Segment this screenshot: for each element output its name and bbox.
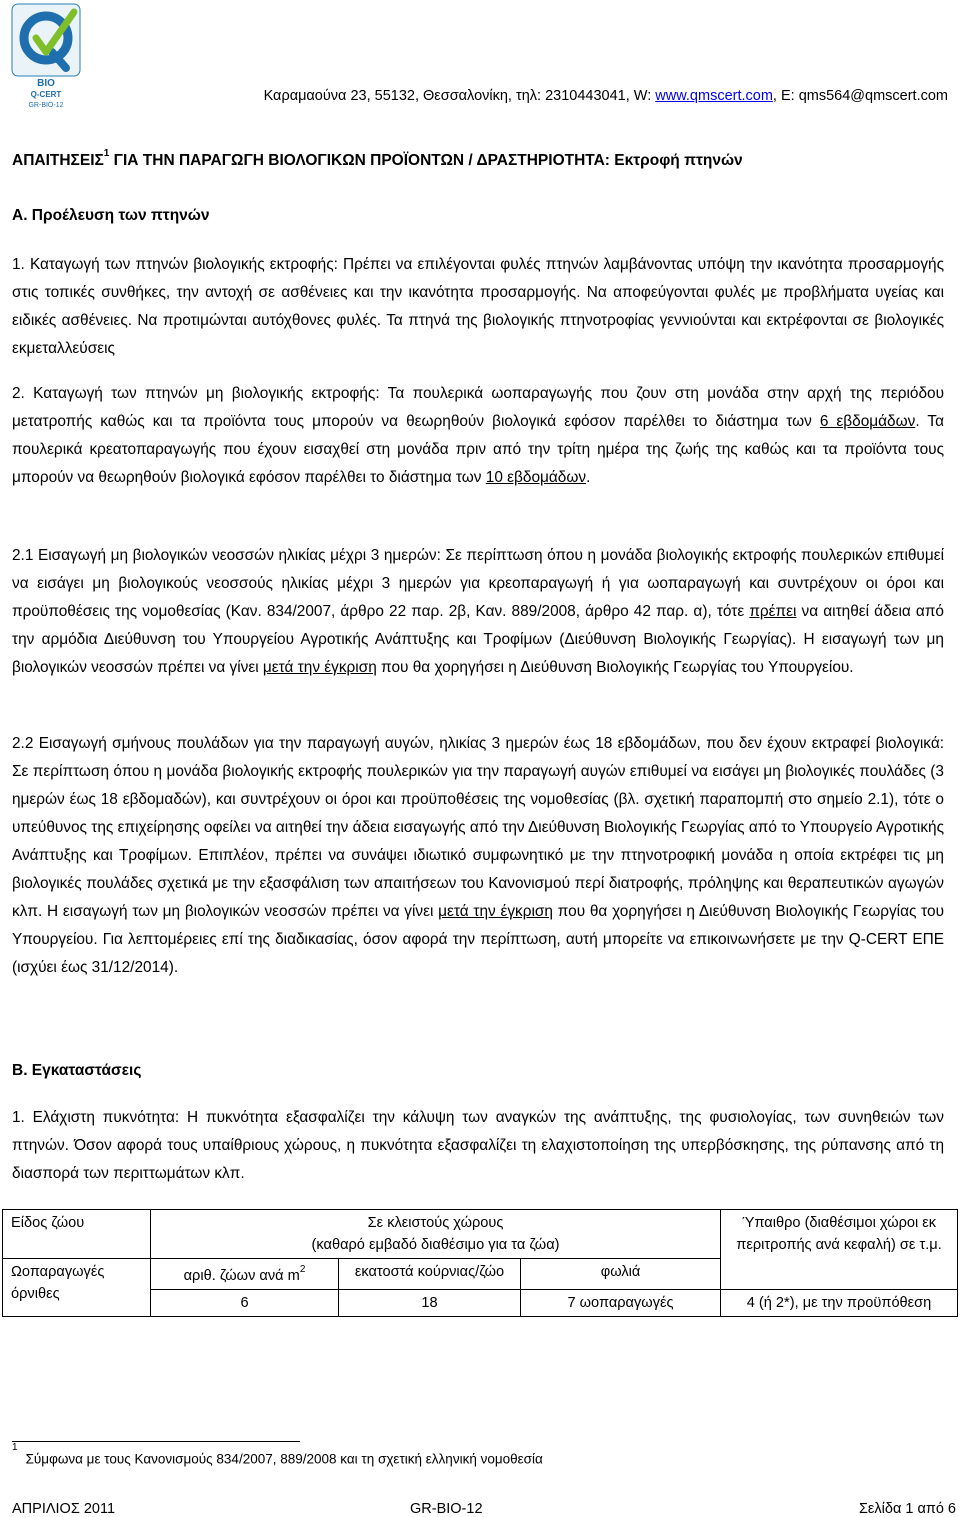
animals-label: αριθ. ζώων ανά m bbox=[183, 1267, 300, 1284]
footer-code: GR-BIO-12 bbox=[410, 1501, 483, 1517]
a21-text-1: 2.1 Εισαγωγή μη βιολογικών νεοσσών ηλικίας μέχρι 3 ημερών: Σε περίπτωση όπου η μονάδα βιολογικής εκτροφής πουλερικών επιθυμεί να εισάγει μη βιολογικούς νεοσσούς ηλικίας μέχρι 3 ημερών για κρεοπαραγωγή ή για ωοπαραγωγή και συντρέχουν οι όροι και προϋποθέσεις της νομοθεσίας (Καν. 834/2007, άρθρο 22 παρ. 2β, Καν. 889/2008, άρθρο 42 παρ. α), τότε bbox=[12, 547, 944, 620]
address-text: Καραμαούνα 23, 55132, Θεσσαλονίκη, τηλ: 2310443041, W: bbox=[263, 88, 656, 104]
density-table bbox=[2, 1209, 958, 1317]
header-address bbox=[264, 88, 948, 104]
footnote-mark: 1 bbox=[12, 1442, 18, 1453]
a21-text-3: που θα χορηγήσει η Διεύθυνση Βιολογικής Γεωργίας του Υπουργείου. bbox=[376, 659, 854, 676]
q-cert-bio-logo bbox=[8, 2, 84, 110]
header-indoor-line1: Σε κλειστούς χώρους bbox=[367, 1215, 504, 1231]
cell-perch-value: 18 bbox=[339, 1289, 521, 1316]
footer-date: ΑΠΡΙΛΙΟΣ 2011 bbox=[12, 1501, 116, 1517]
section-a-heading: Α. Προέλευση των πτηνών bbox=[12, 207, 210, 224]
a2-underline-1: 6 εβδομάδων bbox=[819, 413, 916, 430]
cell-outdoor-value: 4 (ή 2*), με την προϋπόθεση bbox=[721, 1289, 958, 1316]
a2-text-3: . bbox=[586, 469, 591, 486]
footnote-text: Σύμφωνα με τους Κανονισμούς 834/2007, 889/2008 και τη σχετική ελληνική νομοθεσία bbox=[25, 1451, 543, 1467]
a2-underline-2: 10 εβδομάδων bbox=[485, 469, 587, 486]
paragraph-a2 bbox=[12, 380, 944, 492]
title-text-1: ΑΠΑΙΤΗΣΕΙΣ bbox=[12, 152, 104, 170]
website-link[interactable]: www.qmscert.com bbox=[655, 88, 773, 104]
section-b-heading: Β. Εγκαταστάσεις bbox=[12, 1062, 142, 1079]
animals-label-sup: 2 bbox=[299, 1264, 306, 1275]
subheader-animals-per-m2 bbox=[151, 1259, 339, 1290]
a21-underline-2: μετά την έγκριση bbox=[262, 659, 377, 676]
subheader-nest: φωλιά bbox=[521, 1259, 721, 1290]
logo-bio-text: BIO bbox=[37, 78, 55, 89]
email-text: , E: qms564@qmscert.com bbox=[772, 88, 948, 104]
footnote-separator bbox=[12, 1441, 300, 1442]
paragraph-b1: 1. Ελάχιστη πυκνότητα: Η πυκνότητα εξασφαλίζει την κάλυψη των αναγκών της ανάπτυξης, της φυσιολογίας, των συνηθειών των πτηνών. Όσον αφορά τους υπαίθριους χώρους, η πυκνότητα εξασφαλίζει τη ελαχιστοποίηση της υπερβόσκησης, της ρύπανσης από τη διασπορά των περιττωμάτων κλπ. bbox=[12, 1109, 944, 1182]
a21-text-2: να αιτηθεί άδεια από την αρμόδια Διεύθυνση του Υπουργείου Αγροτικής Ανάπτυξης και Τροφίμων (Διεύθυνση Βιολογικής Γεωργίας). Η εισαγωγή των μη βιολογικών νεοσσών πρέπει να γίνει bbox=[12, 603, 944, 676]
paragraph-a2-1 bbox=[12, 542, 944, 682]
subheader-perch: εκατοστά κούρνιας/ζώο bbox=[339, 1259, 521, 1290]
a21-underline-1: πρέπει bbox=[749, 603, 797, 620]
title-text-2: ΓΙΑ ΤΗΝ ΠΑΡΑΓΩΓΗ ΒΙΟΛΟΓΙΚΩΝ ΠΡΟΪΟΝΤΩΝ / ΔΡΑΣΤΗΡΙΟΤΗΤΑ: Εκτροφή πτηνών bbox=[109, 152, 743, 170]
title-footnote-mark: 1 bbox=[103, 148, 110, 159]
a22-underline: μετά την έγκριση bbox=[438, 903, 553, 920]
paragraph-a1: 1. Καταγωγή των πτηνών βιολογικής εκτροφής: Πρέπει να επιλέγονται φυλές πτηνών λαμβάνοντας υπόψη την ικανότητα προσαρμογής στις τοπικές συνθήκες, την αντοχή σε ασθένειες και την ικανότητα προσαρμογής. Να αποφεύγονται φυλές με προβλήματα υγείας και ειδικές ασθένειες. Να προτιμώνται αυτόχθονες φυλές. Τα πτηνά της βιολογικής πτηνοτροφίας γεννιούνται και εκτρέφονται σε βιολογικές εκμεταλλεύσεις bbox=[12, 256, 944, 357]
header-indoor-line2: (καθαρό εμβαδό διαθέσιμο για τα ζώα) bbox=[311, 1237, 560, 1253]
paragraph-a2-2 bbox=[12, 730, 944, 982]
document-title bbox=[12, 148, 948, 170]
a2-text-2: . Τα πουλερικά κρεατοπαραγωγής που έχουν εισαχθεί στη μονάδα πριν από την τρίτη ημέρα της ζωής της καθώς και τα προϊόντα τους μπορούν να θεωρηθούν βιολογικά εφόσον παρέλθει το διάστημα των bbox=[12, 413, 944, 486]
a22-text-2: που θα χορηγήσει η Διεύθυνση Βιολογικής Γεωργίας του Υπουργείου. Για λεπτομέρειες επί της διαδικασίας, όσον αφορά την περίπτωση, αυτή μπορείτε να επικοινωνήσετε με την Q-CERT ΕΠΕ (ισχύει έως 31/12/2014). bbox=[12, 903, 945, 976]
header-outdoor: Ύπαιθρο (διαθέσιμοι χώροι εκ περιτροπής ανά κεφαλή) σε τ.μ. bbox=[721, 1210, 958, 1290]
header-indoor bbox=[151, 1210, 721, 1259]
a2-text-1: 2. Καταγωγή των πτηνών μη βιολογικής εκτροφής: Τα πουλερικά ωοπαραγωγής που ζουν στη μονάδα στην αρχή της περιόδου μετατροπής καθώς και τα προϊόντα τους μπορούν να θεωρηθούν βιολογικά εφόσον παρέλθει το διάστημα των bbox=[12, 385, 944, 430]
a22-text-1: 2.2 Εισαγωγή σμήνους πουλάδων για την παραγωγή αυγών, ηλικίας 3 ημερών έως 18 εβδομάδων, που δεν έχουν εκτραφεί βιολογικά: Σε περίπτωση όπου η μονάδα βιολογικής εκτροφής πουλερικών για την παραγωγή αυγών επιθυμεί να εισάγει μη βιολογικές πουλάδες (3 ημερών έως 18 εβδομαδών), και συντρέχουν οι όροι και προϋποθέσεις της νομοθεσίας (βλ. σχετική παραπομπή στο σημείο 2.1), τότε ο υπεύθυνος της επιχείρησης οφείλει να αιτηθεί την άδεια εισαγωγής από την Διεύθυνση Βιολογικής Γεωργίας από το Υπουργείο Αγροτικής Ανάπτυξης και Τροφίμων. Επιπλέον, πρέπει να συνάψει ιδιωτικό συμφωνητικό με την πτηνοτροφική μονάδα η οποία εκτρέφει τις μη βιολογικές πουλάδες σχετικά με την εξασφάλιση των απαιτήσεων του Κανονισμού περί διατροφής, πρόληψης και θεραπευτικών αγωγών κλπ. Η εισαγωγή των μη βιολογικών νεοσσών πρέπει να γίνει bbox=[12, 735, 944, 920]
cell-nest-value: 7 ωοπαραγωγές bbox=[521, 1289, 721, 1316]
cell-species: Ωοπαραγωγές όρνιθες bbox=[3, 1259, 151, 1317]
footer-page-number: Σελίδα 1 από 6 bbox=[858, 1501, 956, 1517]
header-species: Είδος ζώου bbox=[3, 1210, 151, 1259]
logo-code: GR-BIO-12 bbox=[28, 102, 64, 109]
logo-caption: Q-CERT bbox=[30, 90, 62, 99]
footnote bbox=[12, 1442, 543, 1467]
table-row bbox=[3, 1210, 958, 1259]
cell-animals-value: 6 bbox=[151, 1289, 339, 1316]
